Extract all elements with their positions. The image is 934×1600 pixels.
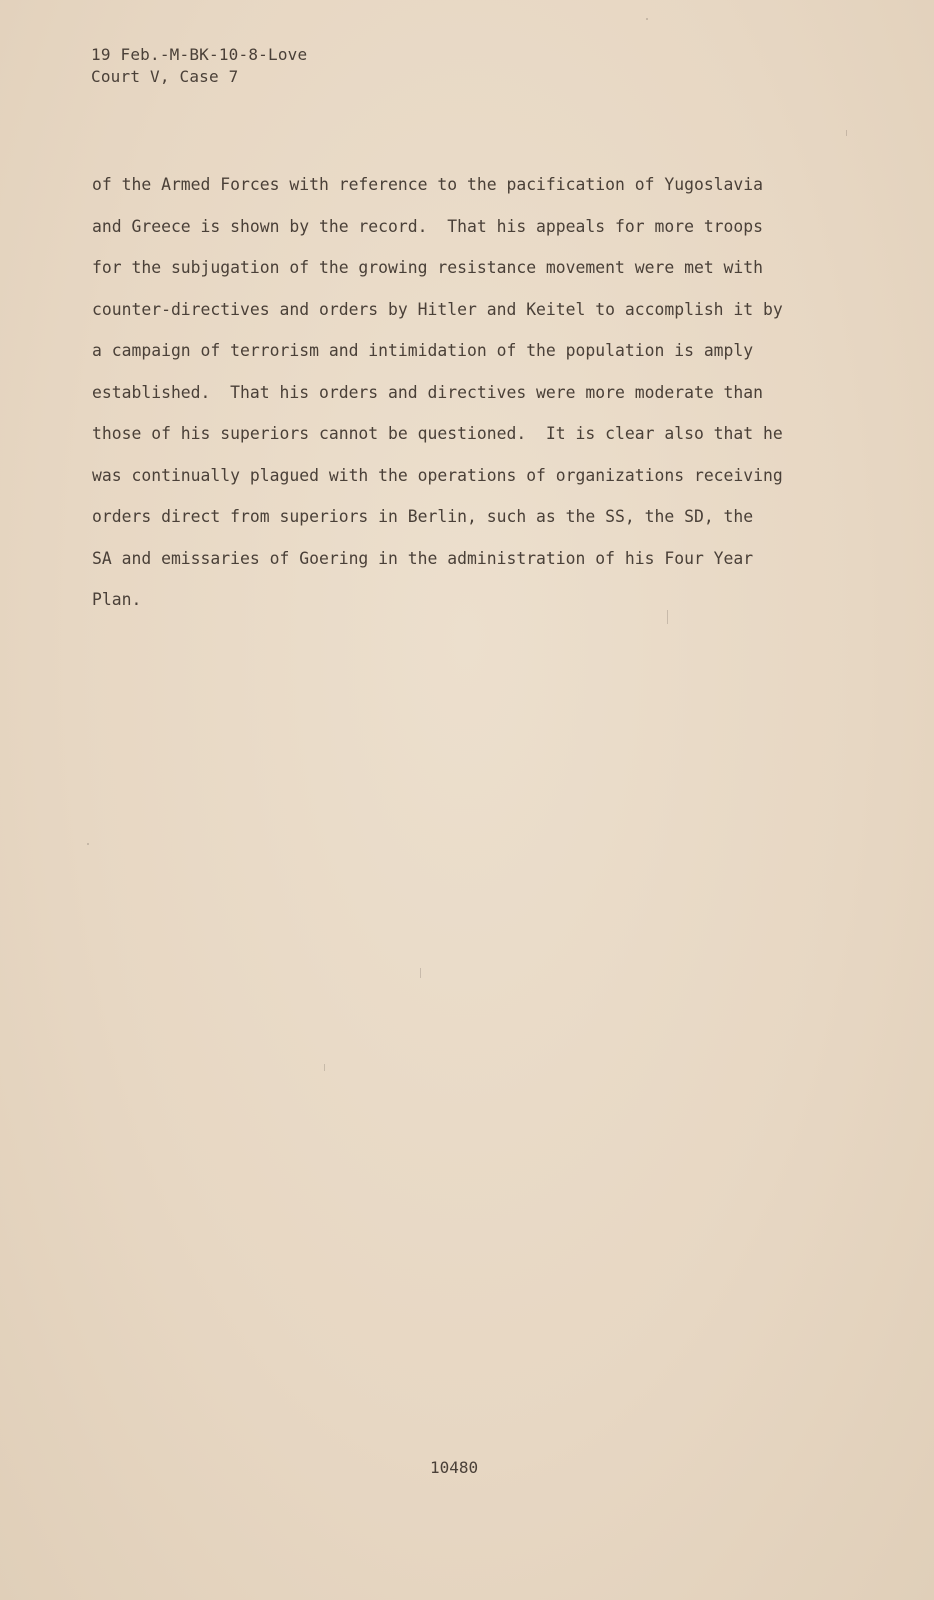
text-line: orders direct from superiors in Berlin, such as the SS, the SD, the	[92, 507, 754, 526]
document-header	[91, 44, 307, 88]
text-line: counter-directives and orders by Hitler and Keitel to accomplish it by	[92, 299, 783, 319]
header-reference: 19 Feb.-M-BK-10-8-Love	[91, 45, 308, 64]
text-line: established. That his orders and directives were more moderate than	[92, 382, 764, 402]
paper-speck	[324, 1064, 325, 1071]
paper-speck	[846, 130, 847, 136]
paper-speck	[87, 843, 89, 845]
paper-speck	[420, 968, 421, 978]
text-line: and Greece is shown by the record. That his appeals for more troops	[92, 216, 764, 236]
text-line: was continually plagued with the operations of organizations receiving	[92, 465, 783, 485]
text-line: a campaign of terrorism and intimidation of the population is amply	[92, 341, 754, 360]
text-line: Plan.	[92, 590, 142, 609]
text-line: SA and emissaries of Goering in the administration of his Four Year	[92, 548, 754, 568]
paper-speck	[646, 18, 648, 20]
text-line: of the Armed Forces with reference to the pacification of Yugoslavia	[92, 175, 764, 194]
header-court-case: Court V, Case 7	[91, 67, 239, 86]
text-line: those of his superiors cannot be questioned. It is clear also that he	[92, 424, 783, 443]
page-number: 10480	[430, 1458, 479, 1477]
paper-speck	[667, 610, 668, 624]
body-text	[92, 164, 852, 621]
text-line: for the subjugation of the growing resistance movement were met with	[92, 258, 764, 277]
